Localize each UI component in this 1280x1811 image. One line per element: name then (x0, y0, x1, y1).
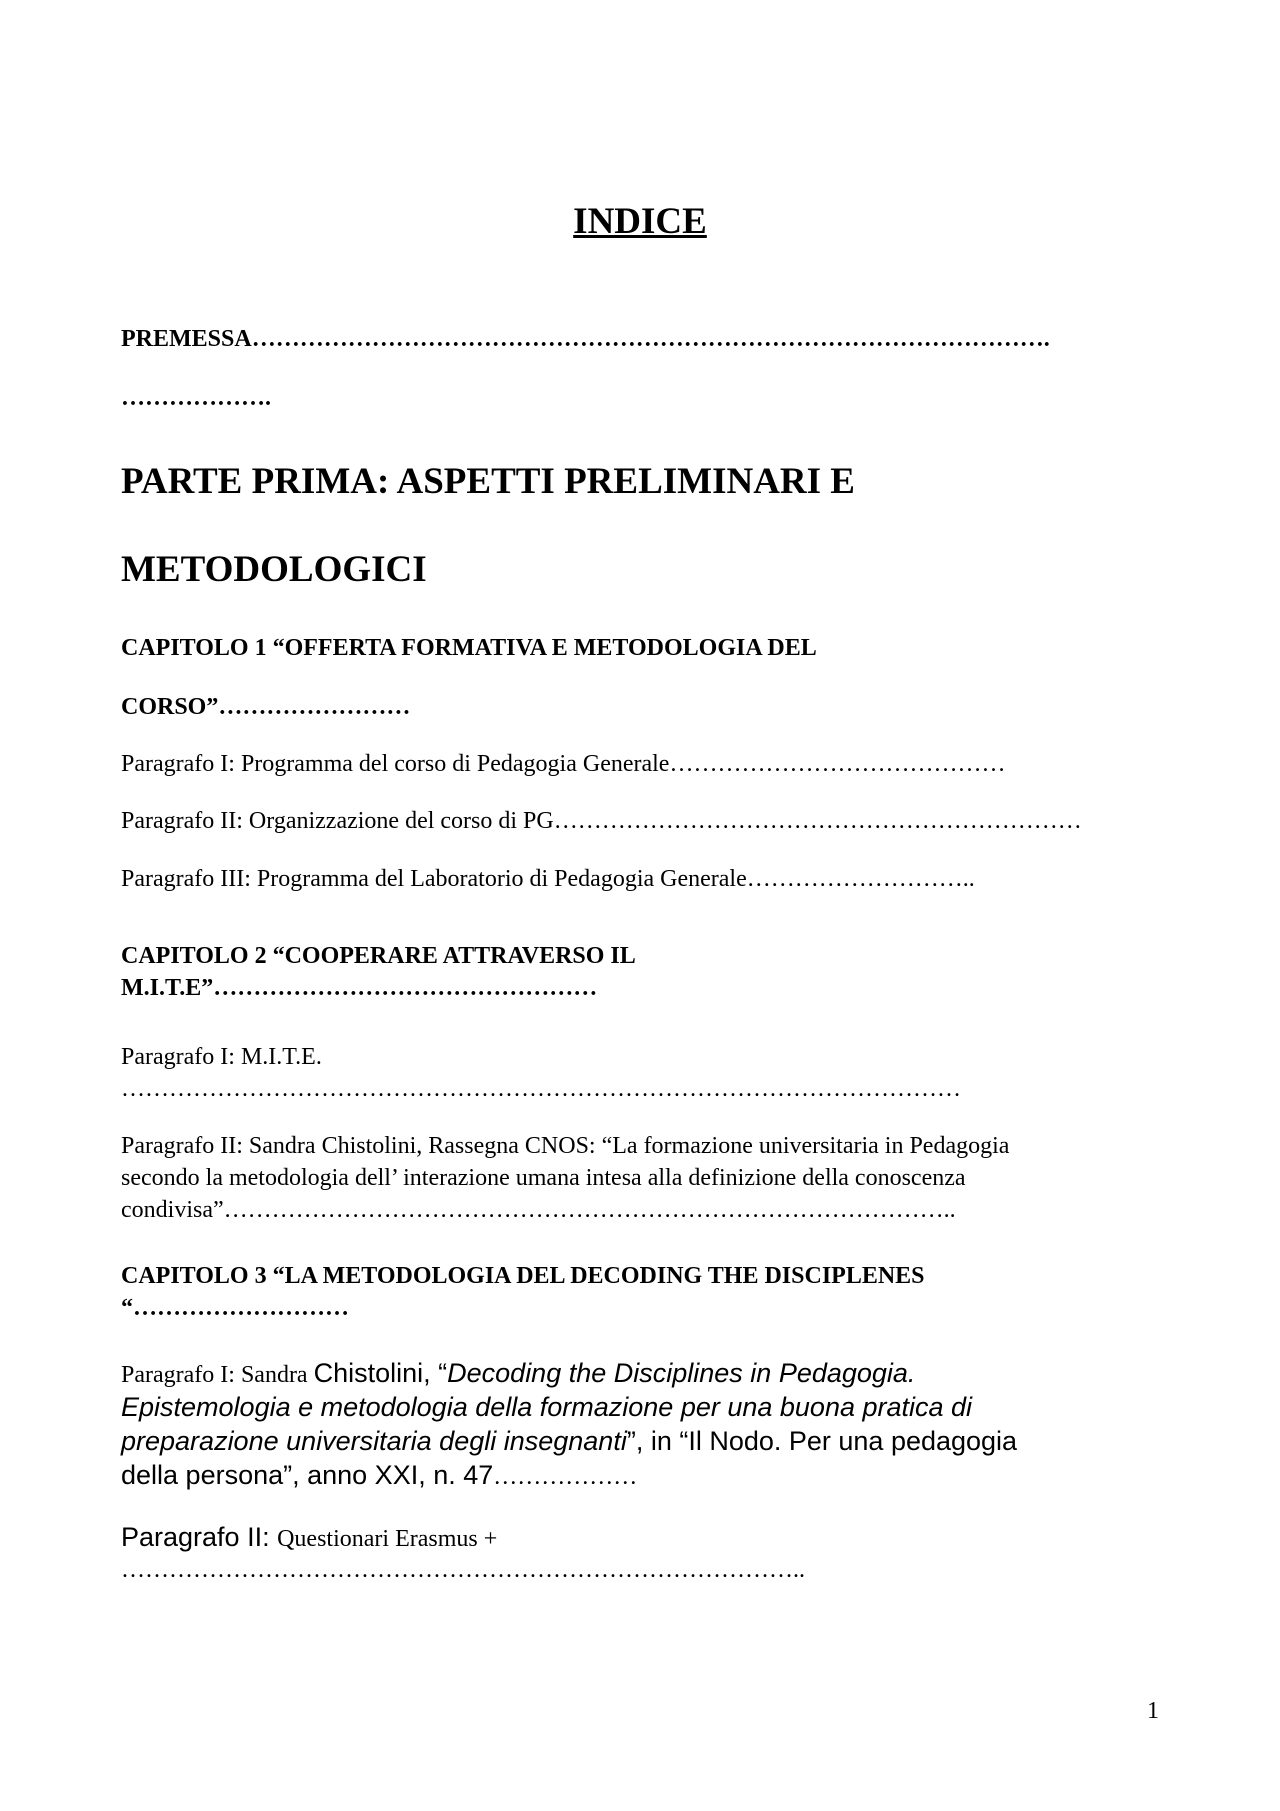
toc-premessa-line2: ………………. (121, 385, 271, 411)
chapter3-paragraph-1-line4 (121, 1460, 637, 1491)
chapter3-paragraph-2-line1 (121, 1522, 497, 1553)
chapter3-heading-line2: “……………………… (121, 1295, 349, 1321)
chapter2-heading-line2: M.I.T.E”………………………………………… (121, 975, 598, 1001)
chapter3-paragraph-1-dots: ……………… (493, 1464, 638, 1490)
toc-premessa-line1: PREMESSA………………………………………………………………………………………. (121, 326, 1050, 352)
chapter3-paragraph-1-prefix: Paragrafo I: Sandra (121, 1362, 314, 1388)
page-number: 1 (1147, 1698, 1159, 1724)
chapter3-paragraph-1-issue: della persona”, anno XXI, n. 47 (121, 1460, 494, 1490)
chapter2-paragraph-2-line2: secondo la metodologia dell’ interazione umana intesa alla definizione della conoscenza (121, 1165, 966, 1191)
chapter3-paragraph-1-line1 (121, 1358, 915, 1389)
chapter1-heading-line1: CAPITOLO 1 “OFFERTA FORMATIVA E METODOLOGIA DEL (121, 635, 817, 661)
chapter3-paragraph-2-dots: ………………………………………………………………………….. (121, 1557, 805, 1583)
chapter2-paragraph-2-line1: Paragrafo II: Sandra Chistolini, Rassegna CNOS: “La formazione universitaria in Pedagogia (121, 1133, 1010, 1159)
chapter2-paragraph-1-dots: …………………………………………………………………………………………… (121, 1076, 961, 1102)
page-title: INDICE (573, 201, 707, 242)
chapter1-paragraph-2: Paragrafo II: Organizzazione del corso di PG………………………………………………………… (121, 808, 1082, 834)
chapter1-heading-line2: CORSO”…………………… (121, 694, 411, 720)
chapter2-heading-line1: CAPITOLO 2 “COOPERARE ATTRAVERSO IL (121, 943, 636, 969)
chapter3-paragraph-1-title-part1: Decoding the Disciplines in Pedagogia. (447, 1358, 916, 1388)
part-heading-line2: METODOLOGICI (121, 549, 427, 590)
chapter3-paragraph-1-title-part2: Epistemologia e metodologia della formazione per una buona pratica di (121, 1392, 973, 1422)
chapter3-paragraph-1-line3 (121, 1426, 1017, 1457)
chapter1-paragraph-1: Paragrafo I: Programma del corso di Pedagogia Generale…………………………………… (121, 751, 1006, 777)
part-heading-line1: PARTE PRIMA: ASPETTI PRELIMINARI E (121, 461, 855, 502)
chapter2-paragraph-2-line3: condivisa”……………………………………………………………………………….. (121, 1197, 956, 1223)
chapter3-paragraph-2-label: Paragrafo II: (121, 1522, 278, 1552)
chapter3-paragraph-1-line2 (121, 1392, 972, 1423)
chapter3-paragraph-1-author: Chistolini, “ (313, 1358, 448, 1388)
chapter3-paragraph-1-title-part3: preparazione universitaria degli insegnanti (121, 1426, 627, 1456)
chapter2-paragraph-1-label: Paragrafo I: M.I.T.E. (121, 1044, 322, 1070)
chapter3-paragraph-1-source: ”, in “Il Nodo. Per una pedagogia (626, 1426, 1018, 1456)
chapter3-paragraph-2-text: Questionari Erasmus + (277, 1526, 498, 1552)
chapter1-paragraph-3: Paragrafo III: Programma del Laboratorio di Pedagogia Generale……………………….. (121, 866, 975, 892)
chapter3-heading-line1: CAPITOLO 3 “LA METODOLOGIA DEL DECODING THE DISCIPLENES (121, 1263, 925, 1289)
